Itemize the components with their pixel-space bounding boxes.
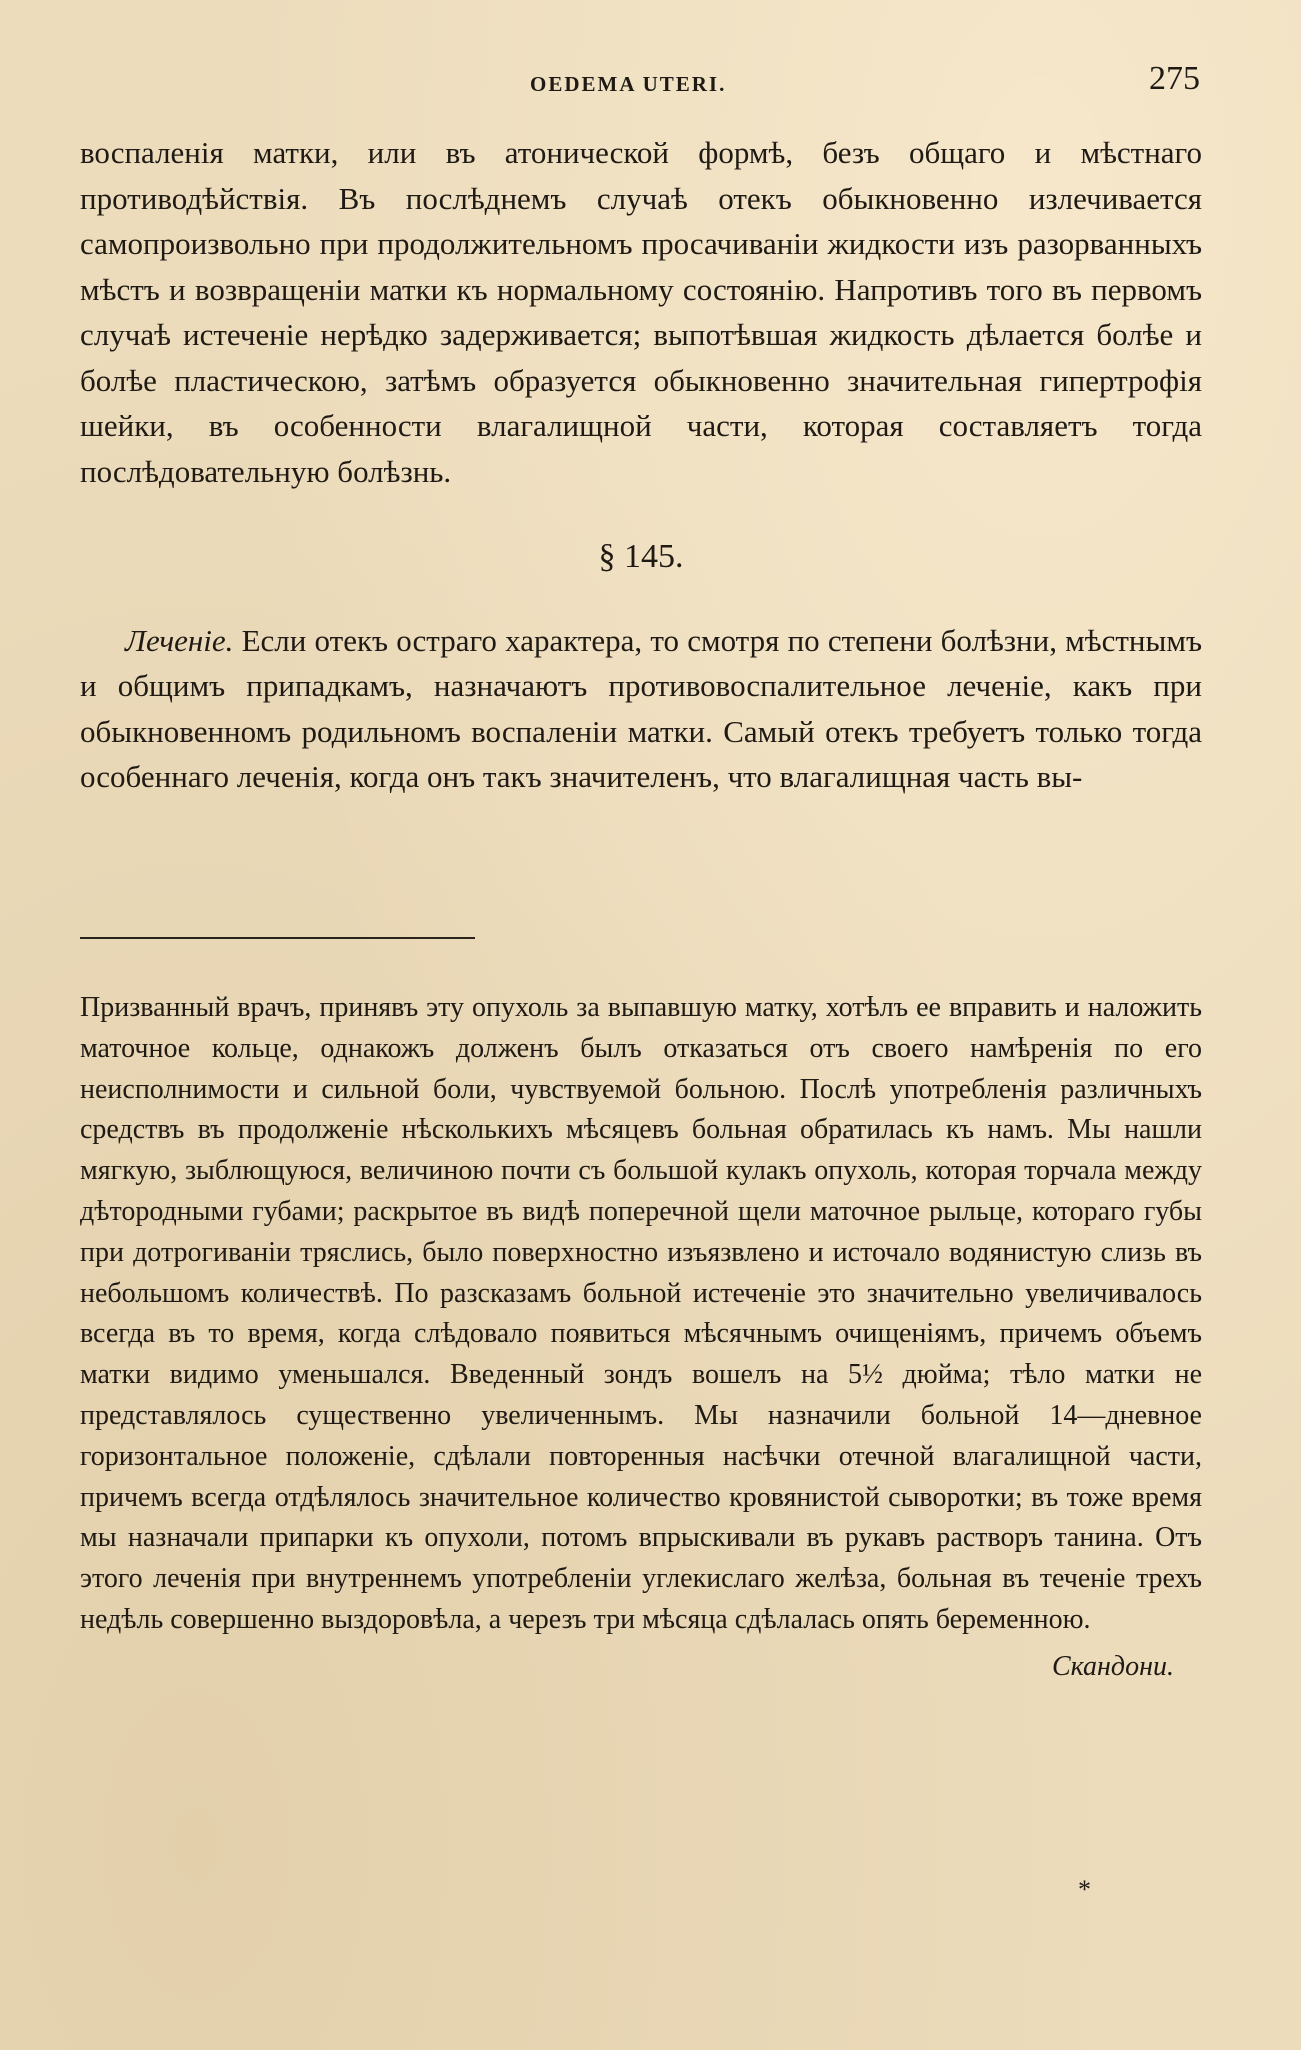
footnote-rule: [80, 937, 475, 939]
footnote: [80, 988, 1202, 1688]
page-number: 275: [1149, 60, 1200, 97]
section-heading: § 145.: [598, 538, 684, 575]
footnote-signature: Скандони.: [1051, 1650, 1174, 1682]
run-in-heading: Леченіе.: [125, 622, 234, 658]
ornament-asterisk: *: [1078, 1875, 1091, 1904]
footnote-text: Призванный врачъ, принявъ эту опухоль за выпавшую матку, хотѣлъ ее вправить и наложить маточное кольце, однакожъ долженъ былъ отказаться отъ своего намѣренія по его неисполнимости и сильной боли, чувствуемой больною. Послѣ употребленія различныхъ средствъ въ продолженіе нѣсколькихъ мѣсяцевъ больная обратилась къ намъ. Мы нашли мягкую, зыблющуюся, величиною почти съ большой кулакъ опухоль, которая торчала между дѣтородными губами; раскрытое въ видѣ поперечной щели маточное рыльце, котораго губы при дотрогиваніи тряслись, было поверхностно изъязвлено и источало водянистую слизь въ небольшомъ количествѣ. По разсказамъ больной истеченіе это значительно увеличивалось всегда въ то время, когда слѣдовало появиться мѣсячнымъ очищеніямъ, причемъ объемъ матки видимо уменьшался. Введенный зондъ вошелъ на 5½ дюйма; тѣло матки не представлялось существенно увеличеннымъ. Мы назначили больной 14—дневное горизонтальное положеніе, сдѣлали повторенныя насѣчки отечной влагалищной части, причемъ всегда отдѣлялось значительное количество кровянистой сыворотки; въ тоже время мы назначали припарки къ опухоли, потомъ впрыскивали въ рукавъ растворъ танина. Отъ этого леченія при внутреннемъ употребленіи углекислаго желѣза, больная въ теченіе трехъ недѣль совершенно выздоровѣла, а черезъ три мѣсяца сдѣлалась опять беременною.: [80, 992, 1202, 1635]
running-head: [60, 58, 1200, 108]
paragraph-treatment: [80, 618, 1202, 800]
running-title: OEDEMA UTERI.: [530, 72, 727, 96]
paragraph-treatment-text: Если отекъ остраго характера, то смотря по степени болѣзни, мѣстнымъ и общимъ припадкамъ, назначаютъ противовоспалительное леченіе, какъ при обыкновенномъ родильномъ воспаленіи матки. Самый отекъ требуетъ только тогда особеннаго леченія, когда онъ такъ значителенъ, что влагалищная часть вы-: [80, 622, 1202, 794]
paragraph-continuation: воспаленія матки, или въ атонической формѣ, безъ общаго и мѣстнаго противодѣйствія. Въ послѣднемъ случаѣ отекъ обыкновенно излечивается самопроизвольно при продолжительномъ просачиваніи жидкости изъ разорванныхъ мѣстъ и возвращеніи матки къ нормальному состоянію. Напротивъ того въ первомъ случаѣ истеченіе нерѣдко задерживается; выпотѣвшая жидкость дѣлается болѣе и болѣе пластическою, затѣмъ образуется обыкновенно значительная гипертрофія шейки, въ особенности влагалищной части, которая составляетъ тогда послѣдовательную болѣзнь.: [80, 135, 1202, 489]
main-text: [80, 130, 1202, 800]
